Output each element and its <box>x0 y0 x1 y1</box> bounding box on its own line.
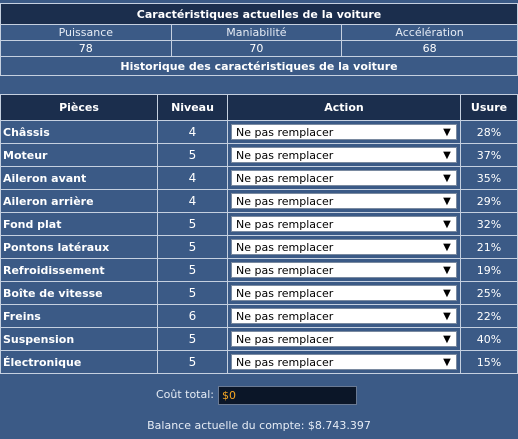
action-select-value: Ne pas remplacer <box>236 263 334 277</box>
total-cost-field: $0 <box>218 386 357 405</box>
action-select-value: Ne pas remplacer <box>236 148 334 162</box>
action-select-value: Ne pas remplacer <box>236 286 334 300</box>
part-wear: 40% <box>461 328 518 351</box>
characteristics-title: Caractéristiques actuelles de la voiture <box>1 4 518 25</box>
part-name: Fond plat <box>1 213 158 236</box>
table-row <box>1 167 518 190</box>
column-header-action: Action <box>228 95 461 121</box>
part-wear: 29% <box>461 190 518 213</box>
part-level: 5 <box>158 282 228 305</box>
header-acceleration: Accélération <box>342 25 518 41</box>
total-cost-label: Coût total: <box>155 388 214 401</box>
part-level: 5 <box>158 351 228 374</box>
action-select[interactable] <box>231 285 457 301</box>
part-action-cell <box>228 167 461 190</box>
part-wear: 32% <box>461 213 518 236</box>
characteristics-table <box>0 3 518 76</box>
action-select[interactable] <box>231 147 457 163</box>
table-row <box>1 190 518 213</box>
dropdown-arrow-icon[interactable]: ▼ <box>443 218 451 230</box>
dropdown-arrow-icon[interactable]: ▼ <box>443 126 451 138</box>
part-action-cell <box>228 305 461 328</box>
action-select-value: Ne pas remplacer <box>236 125 334 139</box>
part-wear: 35% <box>461 167 518 190</box>
table-row <box>1 282 518 305</box>
dropdown-arrow-icon[interactable]: ▼ <box>443 287 451 299</box>
header-power: Puissance <box>1 25 172 41</box>
part-name: Freins <box>1 305 158 328</box>
action-select[interactable] <box>231 124 457 140</box>
part-wear: 37% <box>461 144 518 167</box>
dropdown-arrow-icon[interactable]: ▼ <box>443 310 451 322</box>
column-header-parts: Pièces <box>1 95 158 121</box>
total-cost-row <box>0 384 518 406</box>
column-header-level: Niveau <box>158 95 228 121</box>
part-name: Aileron arrière <box>1 190 158 213</box>
action-select[interactable] <box>231 262 457 278</box>
table-row <box>1 144 518 167</box>
action-select[interactable] <box>231 170 457 186</box>
dropdown-arrow-icon[interactable]: ▼ <box>443 149 451 161</box>
value-handling: 70 <box>171 41 342 57</box>
dropdown-arrow-icon[interactable]: ▼ <box>443 241 451 253</box>
part-name: Refroidissement <box>1 259 158 282</box>
action-select[interactable] <box>231 308 457 324</box>
part-action-cell <box>228 351 461 374</box>
action-select[interactable] <box>231 331 457 347</box>
part-level: 5 <box>158 213 228 236</box>
parts-table <box>0 94 518 374</box>
dropdown-arrow-icon[interactable]: ▼ <box>443 195 451 207</box>
table-row <box>1 121 518 144</box>
action-select[interactable] <box>231 354 457 370</box>
part-level: 5 <box>158 144 228 167</box>
part-name: Châssis <box>1 121 158 144</box>
column-header-wear: Usure <box>461 95 518 121</box>
dropdown-arrow-icon[interactable]: ▼ <box>443 264 451 276</box>
part-wear: 15% <box>461 351 518 374</box>
part-level: 5 <box>158 236 228 259</box>
part-action-cell <box>228 282 461 305</box>
part-level: 4 <box>158 167 228 190</box>
part-level: 4 <box>158 121 228 144</box>
action-select-value: Ne pas remplacer <box>236 332 334 346</box>
part-name: Pontons latéraux <box>1 236 158 259</box>
part-wear: 25% <box>461 282 518 305</box>
part-action-cell <box>228 328 461 351</box>
part-wear: 19% <box>461 259 518 282</box>
table-row <box>1 259 518 282</box>
action-select-value: Ne pas remplacer <box>236 240 334 254</box>
part-wear: 22% <box>461 305 518 328</box>
action-select-value: Ne pas remplacer <box>236 309 334 323</box>
dropdown-arrow-icon[interactable]: ▼ <box>443 333 451 345</box>
value-acceleration: 68 <box>342 41 518 57</box>
account-balance: Balance actuelle du compte: $8.743.397 <box>147 419 371 432</box>
part-action-cell <box>228 236 461 259</box>
part-level: 4 <box>158 190 228 213</box>
dropdown-arrow-icon[interactable]: ▼ <box>443 356 451 368</box>
part-action-cell <box>228 259 461 282</box>
action-select[interactable] <box>231 216 457 232</box>
action-select-value: Ne pas remplacer <box>236 171 334 185</box>
action-select-value: Ne pas remplacer <box>236 194 334 208</box>
action-select-value: Ne pas remplacer <box>236 355 334 369</box>
part-name: Boîte de vitesse <box>1 282 158 305</box>
action-select[interactable] <box>231 239 457 255</box>
part-name: Électronique <box>1 351 158 374</box>
table-row <box>1 328 518 351</box>
part-level: 5 <box>158 259 228 282</box>
table-row <box>1 213 518 236</box>
part-level: 6 <box>158 305 228 328</box>
part-action-cell <box>228 121 461 144</box>
header-handling: Maniabilité <box>171 25 342 41</box>
dropdown-arrow-icon[interactable]: ▼ <box>443 172 451 184</box>
part-name: Suspension <box>1 328 158 351</box>
part-wear: 28% <box>461 121 518 144</box>
history-link[interactable]: Historique des caractéristiques de la voiture <box>1 57 518 76</box>
value-power: 78 <box>1 41 172 57</box>
table-row <box>1 351 518 374</box>
part-level: 5 <box>158 328 228 351</box>
table-row <box>1 236 518 259</box>
table-row <box>1 305 518 328</box>
part-name: Moteur <box>1 144 158 167</box>
action-select[interactable] <box>231 193 457 209</box>
part-name: Aileron avant <box>1 167 158 190</box>
action-select-value: Ne pas remplacer <box>236 217 334 231</box>
part-wear: 21% <box>461 236 518 259</box>
part-action-cell <box>228 144 461 167</box>
part-action-cell <box>228 213 461 236</box>
part-action-cell <box>228 190 461 213</box>
